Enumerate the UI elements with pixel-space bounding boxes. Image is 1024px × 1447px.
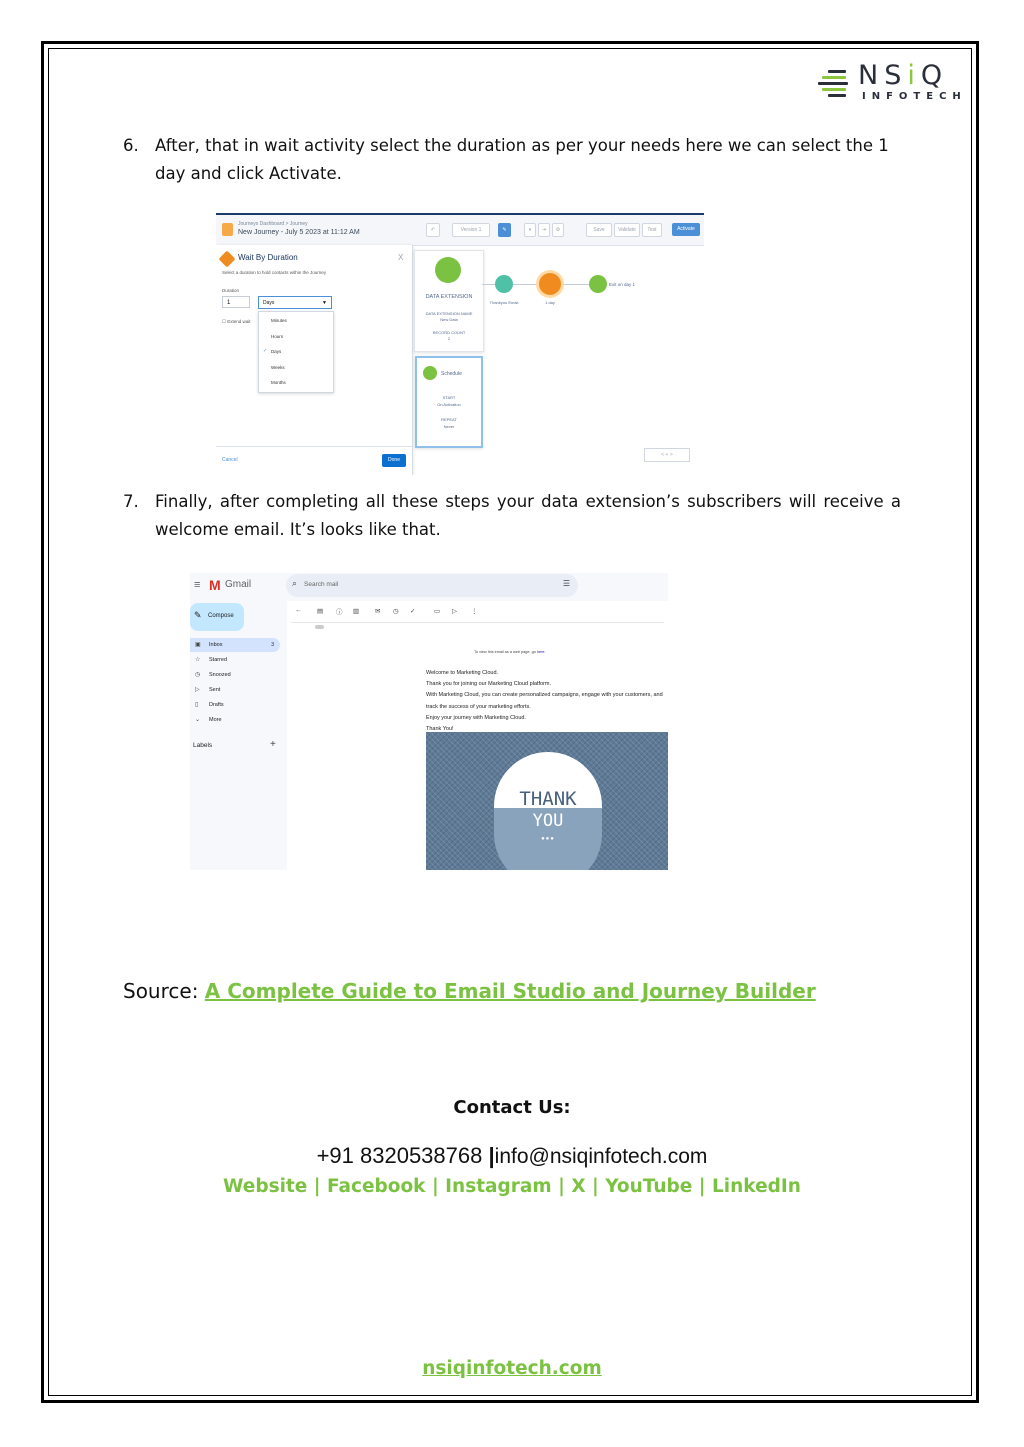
settings-icon[interactable]: ⚙ <box>552 223 564 237</box>
nav-item-sent[interactable] <box>190 683 280 697</box>
undo-icon[interactable]: ↶ <box>426 223 440 237</box>
unit-option[interactable]: Weeks <box>271 365 285 370</box>
email-view <box>287 601 668 870</box>
done-button[interactable]: Done <box>382 454 406 467</box>
exit-activity-label: Exit on day 1 <box>609 282 636 287</box>
nav-item-more[interactable] <box>190 713 280 727</box>
exit-activity-icon[interactable] <box>589 275 607 293</box>
test-button[interactable]: Test <box>642 223 662 237</box>
email-address[interactable]: info@nsiqinfotech.com <box>494 1145 708 1168</box>
email-line: Thank you for joining our Marketing Cloud platform. <box>426 681 552 688</box>
phone-number[interactable]: +91 8320538768 <box>316 1143 483 1168</box>
unit-option[interactable]: Months <box>271 380 286 385</box>
source-prefix: Source: <box>123 979 205 1003</box>
unit-option[interactable]: Hours <box>271 334 284 339</box>
compose-button[interactable] <box>190 603 244 631</box>
move-icon[interactable]: ▭ <box>434 608 441 615</box>
schedule-start-value: On Activation <box>437 402 461 407</box>
chevron-down-icon: ⌄ <box>195 717 201 723</box>
nav-label: Starred <box>209 657 228 663</box>
schedule-title: Schedule <box>441 371 462 377</box>
schedule-start-label: START <box>442 395 456 400</box>
email-line: Thank You! <box>426 726 454 733</box>
pencil-icon: ✎ <box>194 610 202 620</box>
filter-icon[interactable]: ▾ <box>524 223 536 237</box>
de-count-value: 2 <box>447 336 451 341</box>
add-label-icon[interactable]: + <box>270 739 276 750</box>
step-6 <box>123 132 901 192</box>
nav-label: More <box>209 717 222 723</box>
contact-heading: Contact Us: <box>453 1097 571 1118</box>
schedule-repeat-label: REPEAT <box>441 417 457 422</box>
social-links: Website | Facebook | Instagram | X | YouTube | LinkedIn <box>223 1176 801 1197</box>
check-icon: ✓ <box>263 348 268 354</box>
cancel-button[interactable]: Cancel <box>222 457 238 463</box>
webview-link[interactable]: here. <box>536 650 546 654</box>
nav-item-drafts[interactable] <box>190 698 280 712</box>
nav-label: Snoozed <box>209 672 231 678</box>
report-icon[interactable]: ⓘ <box>336 609 343 616</box>
label-icon[interactable]: ▷ <box>452 608 457 615</box>
link-linkedin[interactable]: LinkedIn <box>712 1176 801 1197</box>
email-activity-icon[interactable] <box>495 275 513 293</box>
wait-by-duration-panel <box>216 245 413 475</box>
email-line: Enjoy your journey with Marketing Cloud. <box>426 714 526 721</box>
panel-footer <box>216 446 412 475</box>
menu-icon[interactable]: ≡ <box>194 579 201 591</box>
unit-option[interactable]: Days <box>271 349 282 354</box>
data-extension-icon <box>435 257 461 283</box>
gmail-title: Gmail <box>225 579 252 590</box>
mail-icon[interactable]: ✉ <box>375 608 381 615</box>
nav-label: Inbox <box>209 642 223 648</box>
wait-activity-label: 1 day <box>545 300 555 305</box>
email-activity-label: Thankyou Email <box>489 300 519 305</box>
nav-item-snoozed[interactable] <box>190 668 280 682</box>
link-x[interactable]: X <box>571 1176 586 1197</box>
archive-icon[interactable]: ▤ <box>317 608 324 615</box>
de-name-label: DATA EXTENSION NAME <box>425 311 473 316</box>
inbox-icon: ▣ <box>195 642 201 648</box>
gmail-logo-icon: M <box>209 577 221 593</box>
more-options-icon[interactable]: ⋮ <box>471 608 478 615</box>
search-icon: ⌕ <box>292 578 298 588</box>
email-body <box>426 668 666 735</box>
wait-activity-icon[interactable] <box>539 273 561 295</box>
nav-item-starred[interactable] <box>190 653 280 667</box>
filter-icon[interactable]: ☰ <box>562 579 570 588</box>
step-text: Finally, after completing all these steps your data extension’s subscribers will receive a welcome email. It’s looks like that. <box>155 492 901 539</box>
schedule-card[interactable] <box>415 356 483 448</box>
star-icon: ☆ <box>195 657 201 663</box>
link-instagram[interactable]: Instagram <box>445 1176 552 1197</box>
step-number: 6. <box>123 136 139 155</box>
thank-you-banner <box>426 732 668 870</box>
de-name-value: New Data <box>440 317 458 322</box>
link-facebook[interactable]: Facebook <box>326 1176 426 1197</box>
expand-pill[interactable] <box>315 625 324 629</box>
unit-dropdown <box>258 311 334 393</box>
compose-label: Compose <box>208 613 234 619</box>
delete-icon[interactable]: ▥ <box>353 608 360 615</box>
duration-input[interactable]: 1 <box>222 296 250 308</box>
de-count-label: RECORD COUNT <box>432 330 466 335</box>
banner-dots: ●●● <box>541 836 555 842</box>
email-line: Welcome to Marketing Cloud. <box>426 670 499 676</box>
logo-lines-icon <box>818 68 854 98</box>
draft-icon: ▯ <box>195 702 199 708</box>
nav-label: Sent <box>209 687 221 693</box>
banner-line-1: THANK <box>519 788 577 810</box>
step-number: 7. <box>123 492 139 511</box>
search-bar[interactable] <box>286 574 578 597</box>
nav-count: 3 <box>271 642 274 648</box>
wait-icon <box>219 251 236 268</box>
send-icon: ▷ <box>195 687 200 693</box>
panel-description: Select a duration to hold contacts within the Journey <box>222 270 327 275</box>
email-line: With Marketing Cloud, you can create personalized campaigns, engage with your customers, and track the success of your marketing efforts. <box>426 692 663 710</box>
duration-label: Duration <box>222 288 240 293</box>
pencil-icon[interactable]: ✎ <box>498 223 511 237</box>
back-arrow-icon[interactable]: ← <box>295 607 302 614</box>
contact-line <box>0 1143 1024 1169</box>
link-website[interactable]: Website <box>223 1176 308 1197</box>
clock-icon: ◷ <box>195 672 201 678</box>
nav-item-inbox[interactable] <box>190 638 280 652</box>
source-line <box>123 979 816 1003</box>
canvas-pager[interactable]: < + > <box>644 448 690 462</box>
journey-builder-screenshot <box>216 213 704 475</box>
exit-icon[interactable]: ⇥ <box>538 223 550 237</box>
schedule-repeat-value: Never <box>443 424 455 429</box>
footer-url[interactable]: nsiqinfotech.com <box>422 1358 602 1379</box>
activate-button[interactable]: Activate <box>672 223 700 236</box>
contact-separator: | <box>488 1143 495 1168</box>
validate-button[interactable]: Validate <box>614 223 640 237</box>
thank-you-badge <box>494 752 602 870</box>
banner-line-2: YOU <box>532 811 564 831</box>
de-title: DATA EXTENSION <box>425 294 473 300</box>
journey-icon <box>222 223 233 236</box>
snooze-icon[interactable]: ◷ <box>393 608 399 615</box>
schedule-icon <box>423 366 437 380</box>
source-link[interactable]: A Complete Guide to Email Studio and Journey Builder <box>204 979 816 1003</box>
link-youtube[interactable]: YouTube <box>605 1176 693 1197</box>
caret-down-icon: ▼ <box>322 300 327 306</box>
nsiq-logo <box>818 60 967 106</box>
logo-subtitle: INFOTECH <box>862 91 967 102</box>
toolbar-divider <box>291 622 664 623</box>
step-7 <box>123 488 901 548</box>
version-select[interactable]: Version 1 <box>452 223 490 237</box>
journey-header <box>216 215 704 246</box>
step-text: After, that in wait activity select the duration as per your needs here we can select the 1 day and click Activate. <box>155 136 889 183</box>
close-icon[interactable]: X <box>398 253 404 262</box>
unit-option[interactable]: Minutes <box>271 318 287 323</box>
duration-unit-select[interactable]: Days ▼ <box>258 296 332 309</box>
webview-notice: To view this email as a web page, go here. <box>474 650 546 654</box>
logo-wordmark: NSiQ <box>858 60 949 91</box>
journey-name[interactable]: New Journey - July 5 2023 at 11:12 AM <box>238 229 360 236</box>
data-extension-card[interactable] <box>414 250 484 352</box>
search-input[interactable]: Search mail <box>304 581 339 588</box>
panel-title: Wait By Duration <box>238 253 298 262</box>
add-task-icon[interactable]: ✓ <box>410 608 416 615</box>
save-button[interactable]: Save <box>586 223 612 237</box>
labels-heading: Labels <box>193 742 213 749</box>
breadcrumb[interactable]: Journeys Dashboard > Journey <box>238 221 308 227</box>
extend-wait-checkbox[interactable]: ☐ Extend wait <box>222 319 251 324</box>
gmail-screenshot <box>190 573 668 870</box>
nav-label: Drafts <box>209 702 224 708</box>
